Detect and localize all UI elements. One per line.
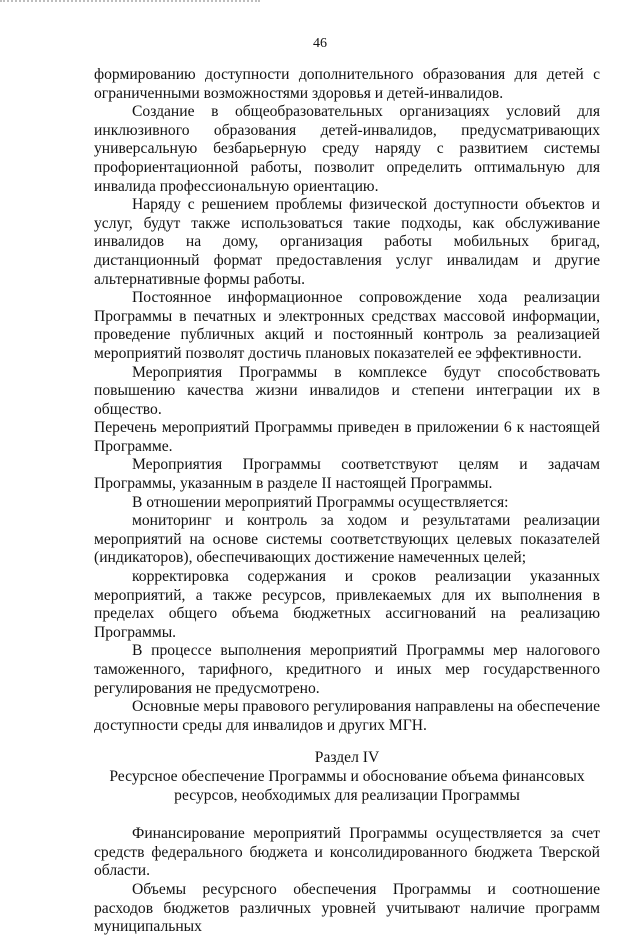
paragraph: Объемы ресурсного обеспечения Программы и соотношение расходов бюджетов различных уровней учитывают наличие программ муниципальных <box>94 880 600 936</box>
paragraph: Мероприятия Программы в комплексе будут способствовать повышению качества жизни инвалидов и степени интеграции их в общество. <box>94 363 600 418</box>
document-body <box>94 66 600 937</box>
paragraph: В отношении мероприятий Программы осуществляется: <box>132 493 509 511</box>
paragraph: Перечень мероприятий Программы приведен в приложении 6 к настоящей Программе. <box>94 419 600 455</box>
spacer <box>94 805 600 825</box>
section-title-line-1: Ресурсное обеспечение Программы и обоснование объема финансовых <box>109 767 585 785</box>
page-number: 46 <box>313 36 327 51</box>
paragraph: мониторинг и контроль за ходом и результатами реализации мероприятий на основе системы соответствующих целевых показателей (индикаторов), обеспечивающих достижение намеченных целей; <box>94 512 600 567</box>
paragraph: Финансирование мероприятий Программы осуществляется за счет средств федерального бюджета и консолидированного бюджета Тверской области. <box>94 825 600 880</box>
paragraph: корректировка содержания и сроков реализации указанных мероприятий, а также ресурсов, привлекаемых для их выполнения в пределах общего объема бюджетных ассигнований на реализацию Программы. <box>94 568 600 641</box>
paragraph: Постоянное информационное сопровождение хода реализации Программы в печатных и электронных средствах массовой информации, проведение публичных акций и постоянный контроль за реализацией мероприятий позволят достичь плановых показателей ее эффективности. <box>94 289 600 362</box>
paragraph: Мероприятия Программы соответствуют целям и задачам Программы, указанным в разделе II настоящей Программы. <box>94 456 600 493</box>
section-title-line-2: ресурсов, необходимых для реализации Программы <box>174 786 520 804</box>
scan-artifact <box>0 0 260 5</box>
paragraph: формированию доступности дополнительного образования для детей с ограниченными возможностями здоровья и детей-инвалидов. <box>94 66 600 102</box>
spacer <box>94 735 600 749</box>
paragraph: Создание в общеобразовательных организациях условий для инклюзивного образования детей-инвалидов, предусматривающих универсальную безбарьерную среду наряду с развитием системы профориентационной работы, позволит определить оптимальную для инвалида профессиональную ориентацию. <box>94 103 600 195</box>
paragraph: Основные меры правового регулирования направлены на обеспечение доступности среды для инвалидов и других МГН. <box>94 698 600 734</box>
paragraph: В процессе выполнения мероприятий Программы мер налогового таможенного, тарифного, кредитного и иных мер государственного регулирования не предусмотрено. <box>94 642 600 697</box>
section-number: Раздел IV <box>314 749 380 767</box>
paragraph: Наряду с решением проблемы физической доступности объектов и услуг, будут также использоваться такие подходы, как обслуживание инвалидов на дому, организация работы мобильных бригад, дистанционный формат предоставления услуг инвалидам и другие альтернативные формы работы. <box>94 196 600 288</box>
